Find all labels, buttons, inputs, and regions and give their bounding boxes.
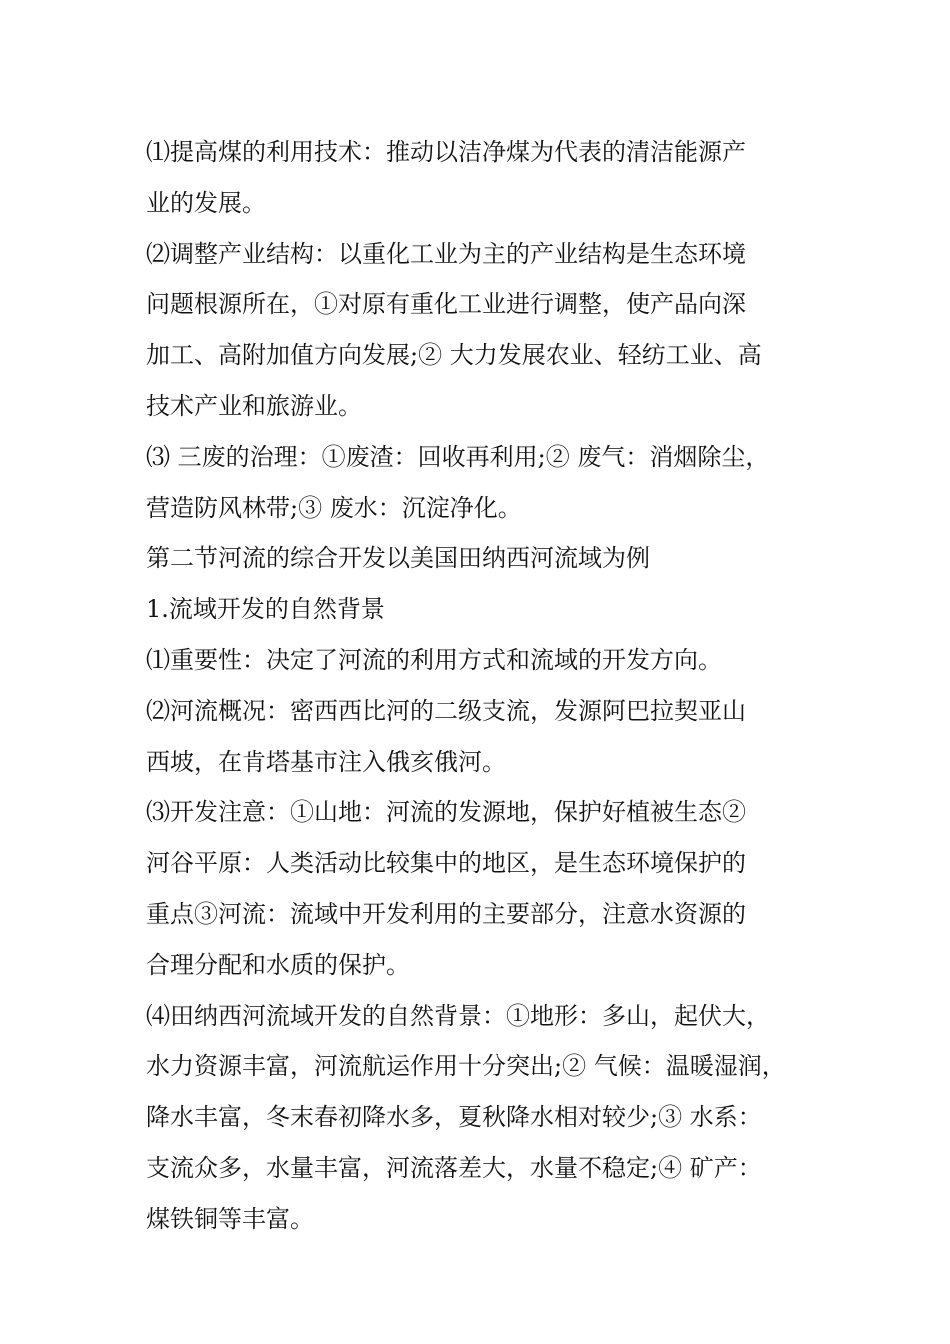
text-line: 合理分配和水质的保护。 — [146, 950, 410, 979]
text-line: 问题根源所在，①对原有重化工业进行调整，使产品向深 — [146, 290, 746, 319]
text-line: 营造防风林带;③ 废水：沉淀净化。 — [146, 493, 522, 522]
text-line: ⑵河流概况：密西西比河的二级支流，发源阿巴拉契亚山 — [146, 696, 746, 725]
text-line: 水力资源丰富，河流航运作用十分突出;② 气候：温暖湿润， — [146, 1052, 786, 1081]
text-line: 西坡，在肯塔基市注入俄亥俄河。 — [146, 747, 506, 776]
text-line: ⑷田纳西河流域开发的自然背景：①地形：多山，起伏大， — [146, 1001, 770, 1030]
text-line: ⑶开发注意：①山地：河流的发源地，保护好植被生态② — [146, 798, 746, 827]
section-heading: 第二节河流的综合开发以美国田纳西河流域为例 — [146, 544, 650, 573]
text-line: 支流众多，水量丰富，河流落差大，水量不稳定;④ 矿产： — [146, 1153, 762, 1182]
text-line: 重点③河流：流域中开发利用的主要部分，注意水资源的 — [146, 899, 746, 928]
text-line: ⑵调整产业结构：以重化工业为主的产业结构是生态环境 — [146, 239, 746, 268]
text-line: 业的发展。 — [146, 188, 266, 217]
text-line: 河谷平原：人类活动比较集中的地区，是生态环境保护的 — [146, 849, 746, 878]
document-body — [146, 127, 816, 1245]
text-line: 技术产业和旅游业。 — [146, 391, 362, 420]
text-line: ⑴重要性：决定了河流的利用方式和流域的开发方向。 — [146, 645, 722, 674]
text-line: ⑶ 三废的治理：①废渣：回收再利用;② 废气：消烟除尘， — [146, 442, 770, 471]
text-line: 降水丰富，冬末春初降水多，夏秋降水相对较少;③ 水系： — [146, 1103, 762, 1132]
subsection-heading: 1.流域开发的自然背景 — [146, 595, 385, 624]
text-line: 煤铁铜等丰富。 — [146, 1204, 314, 1233]
text-line: 加工、高附加值方向发展;② 大力发展农业、轻纺工业、高 — [146, 341, 762, 370]
text-line: ⑴提高煤的利用技术：推动以洁净煤为代表的清洁能源产 — [146, 138, 746, 166]
